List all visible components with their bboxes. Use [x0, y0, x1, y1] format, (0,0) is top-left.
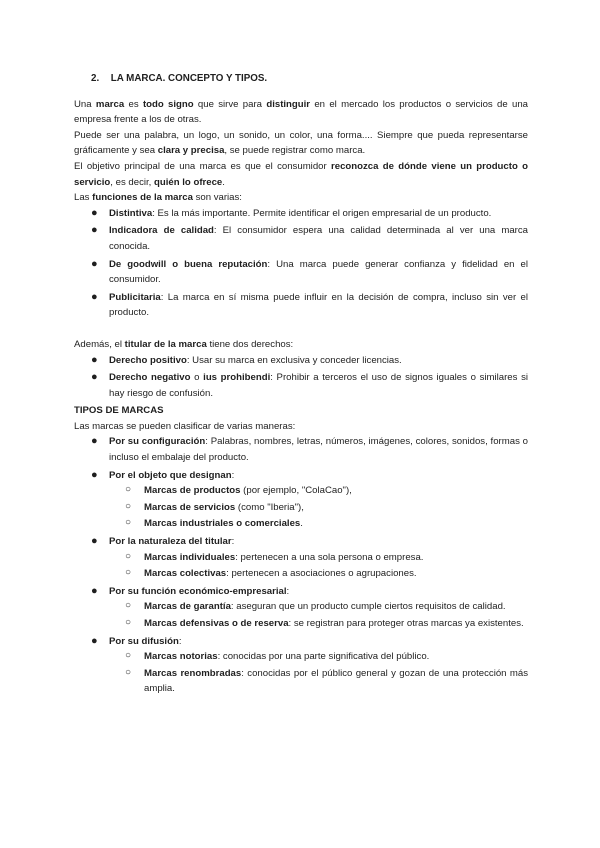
intro-paragraph-4: Las funciones de la marca son varias: [74, 192, 242, 204]
bullet-icon: ● [91, 224, 98, 237]
sub-list [109, 550, 528, 582]
intro-paragraph-1: Una marca es todo signo que sirve para distinguir en el mercado los productos o servicios de una empresa frente a los de otras. [74, 98, 528, 126]
hollow-bullet-icon: ○ [125, 517, 132, 529]
sub-list [109, 599, 528, 631]
section-heading [91, 71, 528, 87]
sub-list [109, 649, 528, 697]
intro-paragraph-2: Puede ser una palabra, un logo, un sonido, un color, una forma.... Siempre que pueda representarse gráficamente y sea clara y precisa, se puede registrar como marca. [74, 129, 528, 157]
list-item: ● Por su función económico-empresarial: ○ Marcas de garantía: aseguran que un producto cumple ciertos requisitos de calidad. ○ Marcas defensivas o de reserva: se registran para proteger otras marcas ya existentes. [74, 584, 528, 632]
list-item: ● Por su difusión: ○ Marcas notorias: conocidas por una parte significativa del público. ○ Marcas renombradas: conocidas por el público general y gozan de una protección más amplia. [74, 634, 528, 697]
bullet-icon: ● [91, 257, 98, 270]
list-item: ● Distintiva: Es la más importante. Permite identificar el origen empresarial de un producto. [74, 206, 528, 222]
bullet-icon: ● [91, 468, 98, 481]
heading-number: 2. [91, 73, 100, 84]
list-item: ● Por su configuración: Palabras, nombres, letras, números, imágenes, colores, sonidos, formas o incluso el embalaje del producto. [91, 435, 528, 464]
bullet-icon: ● [91, 535, 98, 548]
hollow-bullet-icon: ○ [125, 500, 132, 512]
hollow-bullet-icon: ○ [125, 617, 132, 628]
bullet-icon: ● [91, 353, 98, 366]
bullet-icon: ● [91, 371, 98, 384]
functions-list [74, 206, 528, 321]
bullet-icon: ● [91, 634, 98, 647]
sub-list [109, 483, 528, 532]
sub-list-item: ○ Marcas renombradas: conocidas por el público general y gozan de una protección más amplia. [125, 666, 528, 695]
bullet-icon: ● [91, 206, 98, 219]
rights-list [74, 353, 528, 402]
list-item: ● Indicadora de calidad: El consumidor espera una calidad determinada al ver una marca conocida. [91, 224, 528, 252]
types-list [74, 434, 528, 697]
sub-list-item: ○ Marcas de productos (por ejemplo, "ColaCao"), [125, 484, 352, 497]
hollow-bullet-icon: ○ [125, 650, 132, 662]
sub-list-item: ○ Marcas de garantía: aseguran que un producto cumple ciertos requisitos de calidad. [125, 600, 506, 613]
sub-list-item: ○ Marcas industriales o comerciales. [125, 517, 303, 530]
types-intro: Las marcas se pueden clasificar de varias maneras: [74, 420, 296, 432]
list-item: ● Publicitaria: La marca en sí misma puede influir en la decisión de compra, incluso sin ver el producto. [91, 290, 528, 319]
sub-list-item: ○ Marcas notorias: conocidas por una parte significativa del público. [125, 650, 430, 663]
list-item: ● De goodwill o buena reputación: Una marca puede generar confianza y fidelidad en el consumidor. [91, 257, 528, 286]
list-item: ● Por la naturaleza del titular: ○ Marcas individuales: pertenecen a una sola persona o empresa. ○ Marcas colectivas: pertenecen a asociaciones o agrupaciones. [74, 534, 528, 582]
types-title: TIPOS DE MARCAS [74, 405, 164, 417]
sub-list-item: ○ Marcas individuales: pertenecen a una sola persona o empresa. [125, 550, 424, 563]
rights-intro: Además, el titular de la marca tiene dos derechos: [74, 338, 294, 350]
bullet-icon: ● [91, 435, 98, 448]
list-item: ● Por el objeto que designan: ○ Marcas de productos (por ejemplo, "ColaCao"), ○ Marcas de servicios (como "Iberia"), ○ Marcas industriales o comerciales. [74, 468, 528, 532]
hollow-bullet-icon: ○ [125, 567, 132, 579]
hollow-bullet-icon: ○ [125, 484, 132, 496]
bullet-icon: ● [91, 290, 98, 303]
sub-list-item: ○ Marcas colectivas: pertenecen a asociaciones o agrupaciones. [125, 567, 417, 580]
sub-list-item: ○ Marcas de servicios (como "Iberia"), [125, 500, 304, 513]
heading-title: LA MARCA. CONCEPTO Y TIPOS. [110, 73, 268, 84]
list-item: ● Derecho negativo o ius prohibendi: Prohibir a terceros el uso de signos iguales o similares si hay riesgo de confusión. [91, 371, 528, 399]
hollow-bullet-icon: ○ [125, 600, 132, 612]
sub-list-item: ○ Marcas defensivas o de reserva: se registran para proteger otras marcas ya existentes. [125, 617, 524, 629]
bullet-icon: ● [91, 584, 98, 597]
hollow-bullet-icon: ○ [125, 666, 132, 678]
hollow-bullet-icon: ○ [125, 550, 132, 562]
intro-paragraph-3: El objetivo principal de una marca es que el consumidor reconozca de dónde viene un producto o servicio, es decir, quién lo ofrece. [74, 160, 528, 188]
list-item: ● Derecho positivo: Usar su marca en exclusiva y conceder licencias. [74, 353, 528, 369]
